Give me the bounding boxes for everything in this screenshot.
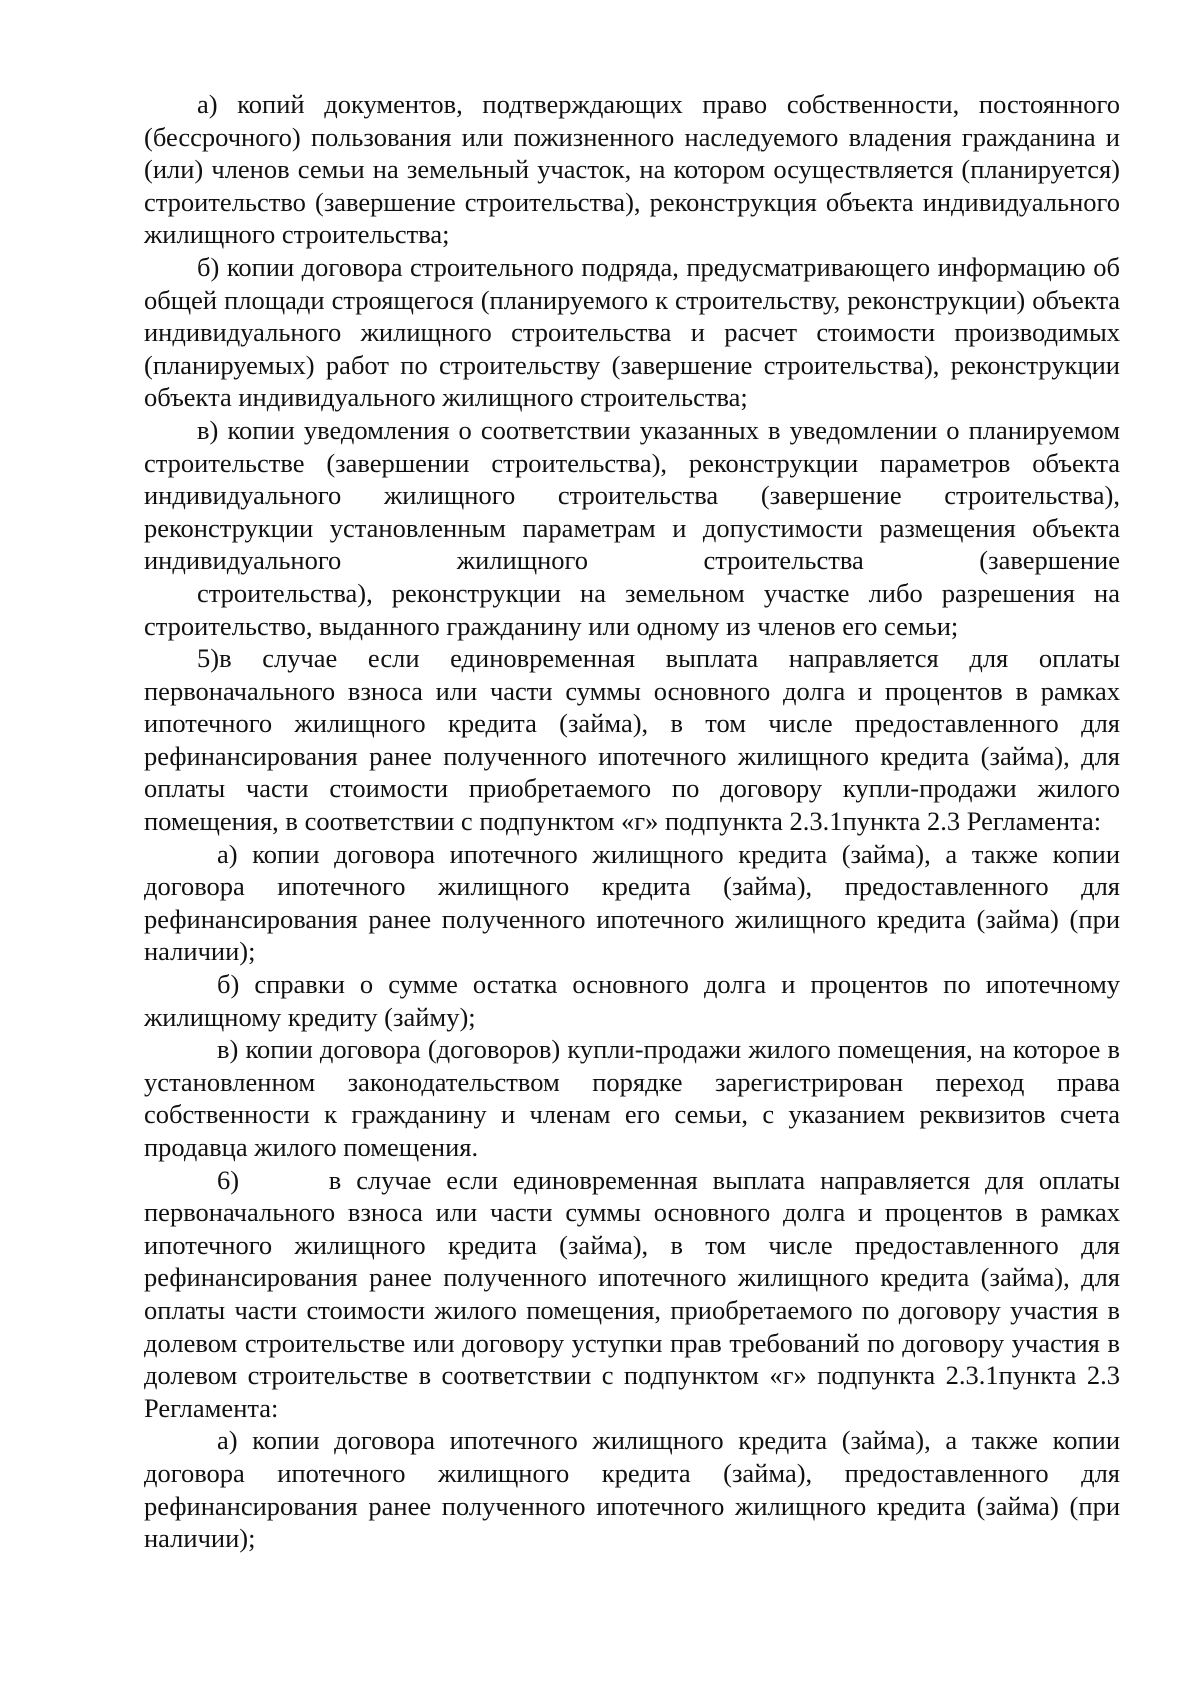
paragraph-item-5: 5)в случае если единовременная выплата направляется для оплаты первоначального взноса или части суммы основного долга и процентов в рамках ипотечного жилищного кредита (займа), в том числе предоставленного для рефинансирования ранее полученного ипотечного жилищного кредита (займа), для оплаты части стоимости приобретаемого по договору купли-продажи жилого помещения, в соответствии с подпунктом «г» подпункта 2.3.1пункта 2.3 Регламента: xyxy=(144,643,1120,837)
paragraph-item-6: 6) в случае если единовременная выплата направляется для оплаты первоначального взноса или части суммы основного долга и процентов в рамках ипотечного жилищного кредита (займа), в том числе предоставленного для рефинансирования ранее полученного ипотечного жилищного кредита (займа), для оплаты части стоимости жилого помещения, приобретаемого по договору участия в долевом строительстве или договору уступки прав требований по договору участия в долевом строительстве в соответствии с подпунктом «г» подпункта 2.3.1пункта 2.3 Регламента: xyxy=(144,1164,1127,1423)
document-body xyxy=(144,88,1127,1555)
paragraph-notification-continued: строительства), реконструкции на земельном участке либо разрешения на строительство, выданного гражданину или одному из членов его семьи; xyxy=(144,577,1120,641)
paragraph-ownership-docs: а) копий документов, подтверждающих право собственности, постоянного (бессрочного) пользования или пожизненного наследуемого владения гражданина и (или) членов семьи на земельный участок, на котором осуществляется (планируется) строительство (завершение строительства), реконструкция объекта индивидуального жилищного строительства; xyxy=(144,89,1120,250)
paragraph-construction-contract: б) копии договора строительного подряда, предусматривающего информацию об общей площади строящегося (планируемого к строительству, реконструкции) объекта индивидуального жилищного строительства и расчет стоимости производимых (планируемых) работ по строительству (завершение строительства), реконструкции объекта индивидуального жилищного строительства; xyxy=(144,251,1120,413)
paragraph-notification-copy: в) копии уведомления о соответствии указанных в уведомлении о планируемом строительстве (завершении строительства), реконструкции параметров объекта индивидуального жилищного строительства (завершение строительства), реконструкции установленным параметрам и допустимости размещения объекта индивидуального жилищного строительства (завершение xyxy=(144,414,1120,576)
paragraph-mortgage-contract-2: а) копии договора ипотечного жилищного кредита (займа), а также копии договора ипотечного жилищного кредита (займа), предоставленного для рефинансирования ранее полученного ипотечного жилищного кредита (займа) (при наличии); xyxy=(144,1425,1120,1554)
paragraph-mortgage-contract: а) копии договора ипотечного жилищного кредита (займа), а также копии договора ипотечного жилищного кредита (займа), предоставленного для рефинансирования ранее полученного ипотечного жилищного кредита (займа) (при наличии); xyxy=(144,838,1120,967)
paragraph-debt-certificate: б) справки о сумме остатка основного долга и процентов по ипотечному жилищному кредиту (займу); xyxy=(144,969,1120,1032)
paragraph-sale-contract: в) копии договора (договоров) купли-продажи жилого помещения, на которое в установленном законодательством порядке зарегистрирован переход права собственности к гражданину и членам его семьи, с указанием реквизитов счета продавца жилого помещения. xyxy=(144,1034,1120,1162)
